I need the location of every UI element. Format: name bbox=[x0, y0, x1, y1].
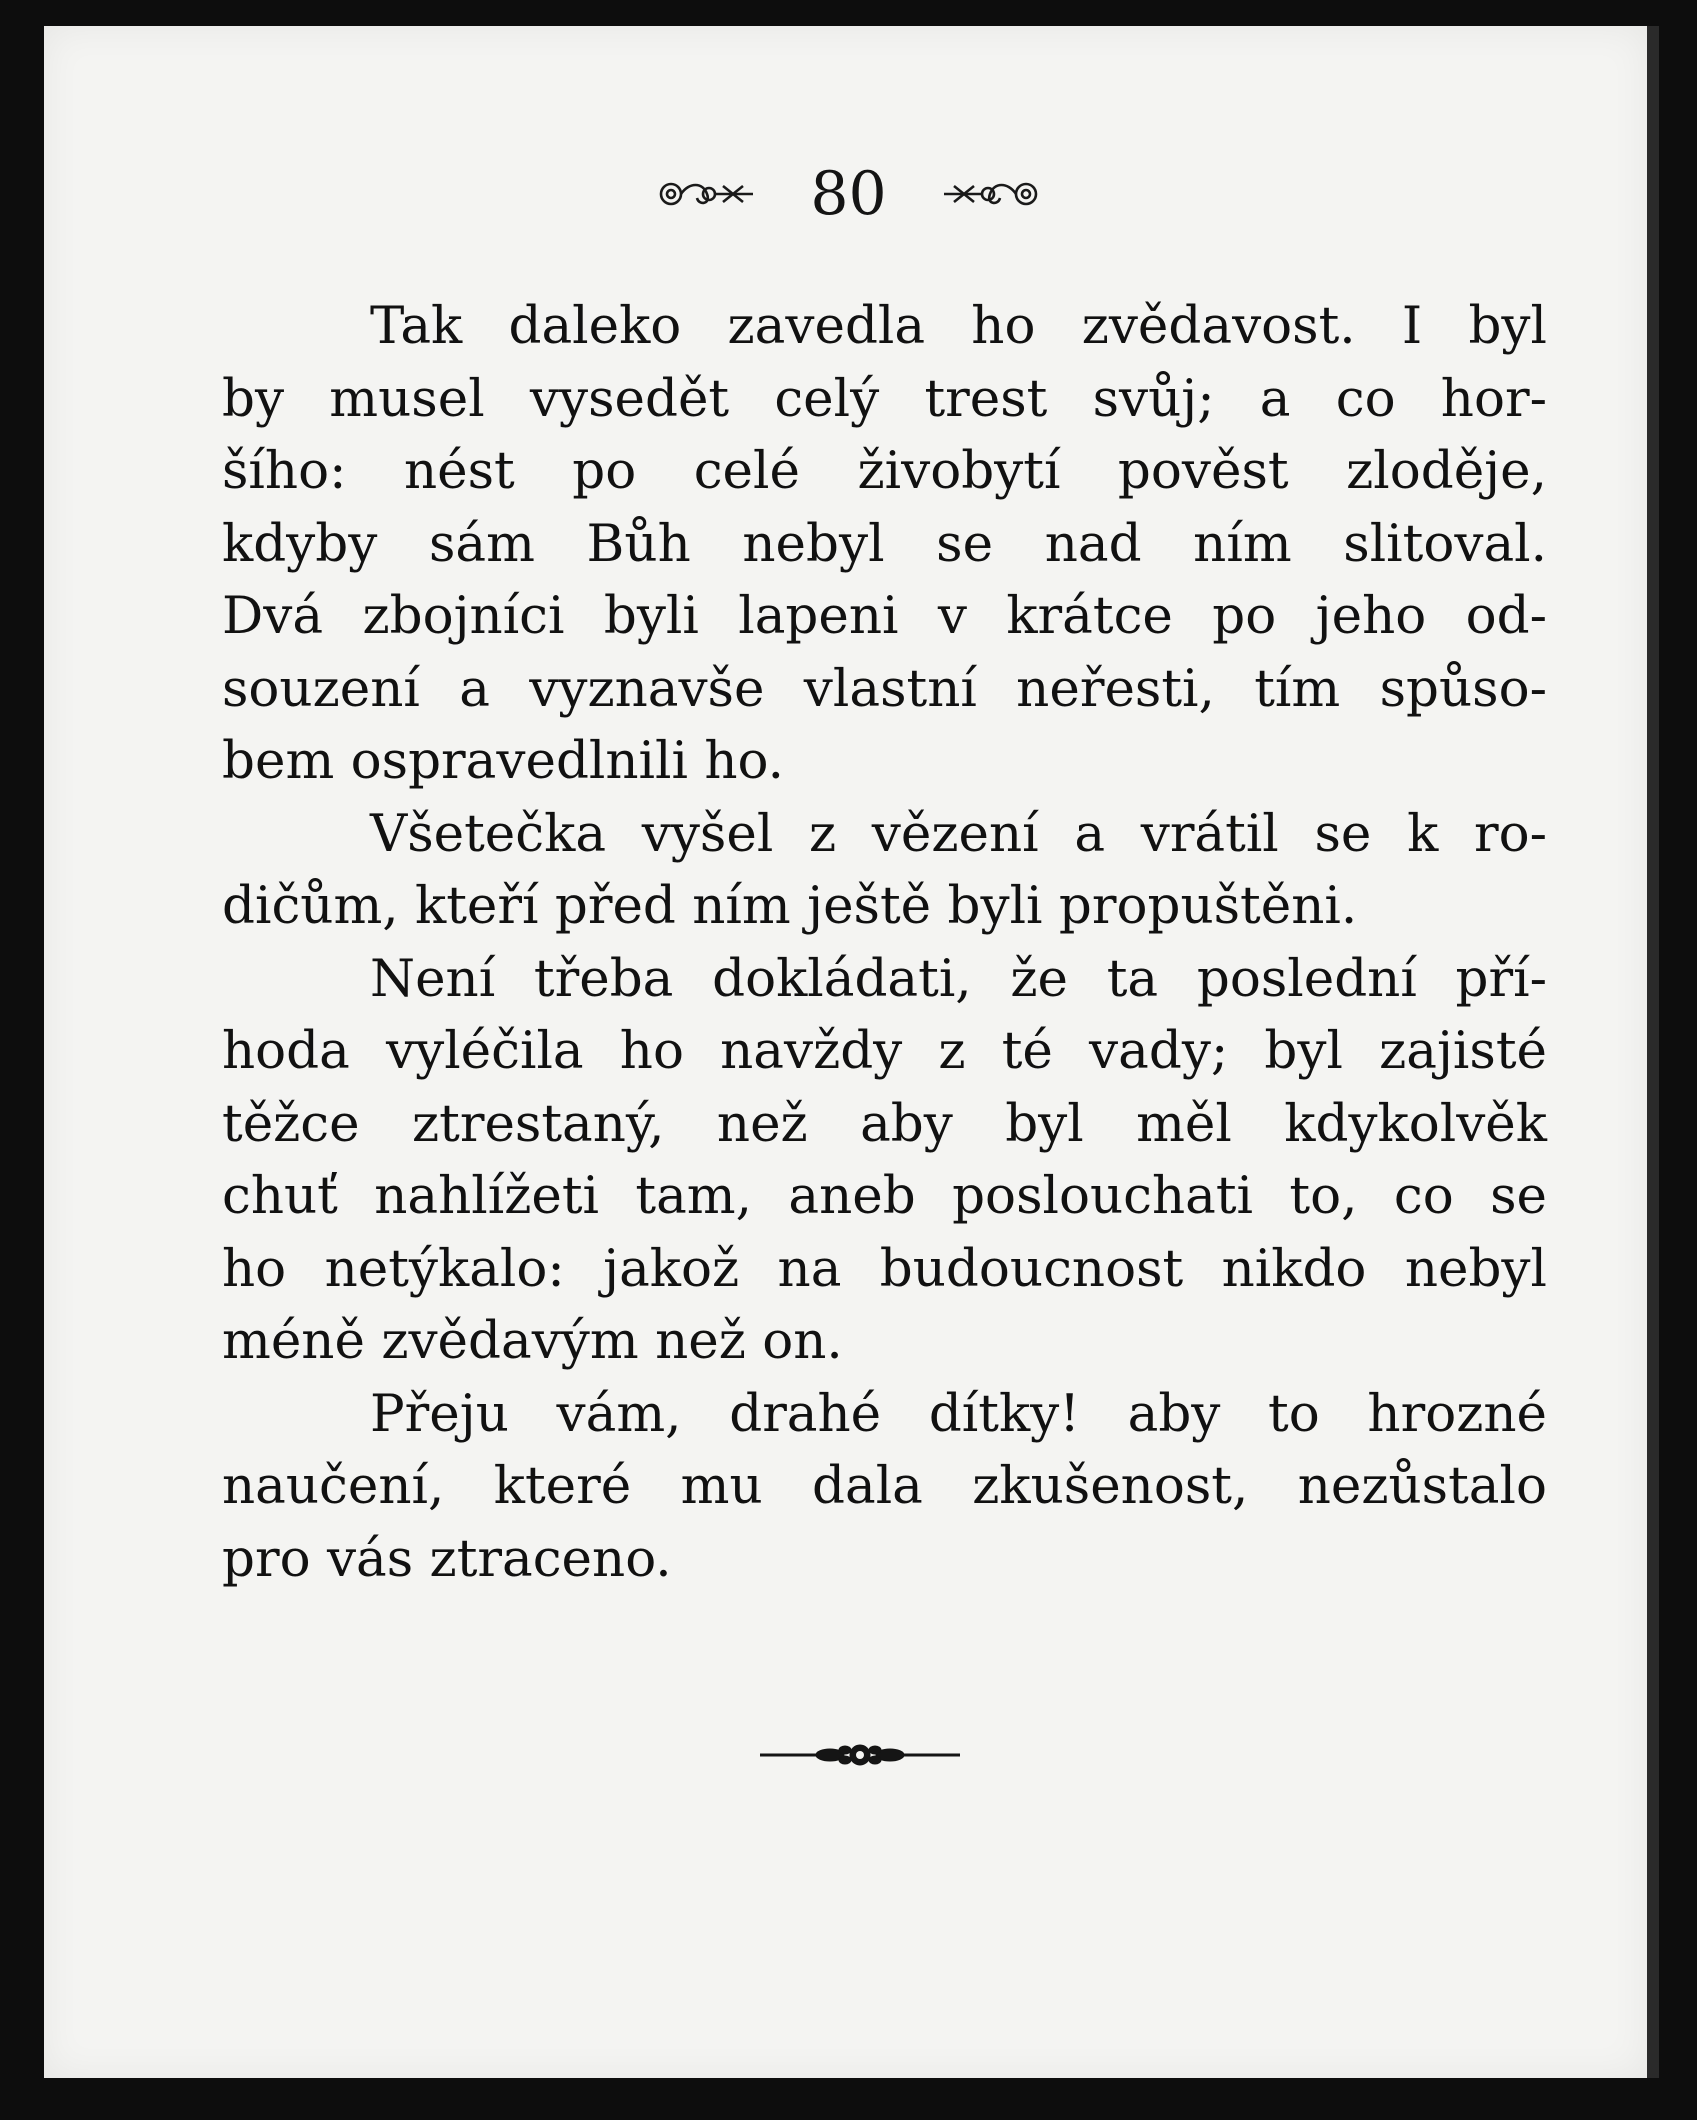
text-line: Dvá zbojníci byli lapeni v krátce po jeho od- bbox=[222, 586, 1547, 646]
page-header bbox=[0, 150, 1697, 234]
text-line: souzení a vyznavše vlastní neřesti, tím spůso- bbox=[222, 658, 1547, 719]
text-line: dičům, kteří před ním ještě byli propuštěni. bbox=[222, 876, 1358, 936]
text-line: Přeju vám, drahé dítky! aby to hrozné bbox=[370, 1383, 1547, 1444]
text-line: Tak daleko zavedla ho zvědavost. I byl bbox=[370, 296, 1547, 356]
scroll-ornament-right-icon bbox=[934, 174, 1044, 214]
scroll-ornament-left-icon bbox=[653, 174, 763, 214]
page-edge bbox=[1647, 26, 1659, 2078]
body-text bbox=[222, 290, 1547, 1595]
text-line: pro vás ztraceno. bbox=[222, 1528, 672, 1589]
text-line: naučení, které mu dala zkušenost, nezůstalo bbox=[222, 1456, 1547, 1516]
text-line: Všetečka vyšel z vězení a vrátil se k ro- bbox=[370, 803, 1547, 864]
page-number: 80 bbox=[810, 159, 887, 230]
text-line: by musel vysedět celý trest svůj; a co hor- bbox=[222, 368, 1547, 429]
text-line: ho netýkalo: jakož na budoucnost nikdo nebyl bbox=[222, 1238, 1547, 1299]
tailpiece-ornament-icon bbox=[760, 1740, 960, 1770]
text-line: šího: nést po celé živobytí pověst zloděje, bbox=[222, 441, 1547, 501]
text-line: Není třeba dokládati, že ta poslední pří- bbox=[370, 948, 1547, 1009]
text-line: těžce ztrestaný, než aby byl měl kdykolvěk bbox=[222, 1093, 1547, 1154]
text-line: bem ospravedlnili ho. bbox=[222, 731, 784, 791]
text-line: hoda vyléčila ho navždy z té vady; byl zajisté bbox=[222, 1021, 1547, 1081]
text-line: kdyby sám Bůh nebyl se nad ním slitoval. bbox=[222, 513, 1547, 574]
text-line: méně zvědavým než on. bbox=[222, 1311, 843, 1371]
text-line: chuť nahlížeti tam, aneb poslouchati to, co se bbox=[222, 1166, 1547, 1226]
